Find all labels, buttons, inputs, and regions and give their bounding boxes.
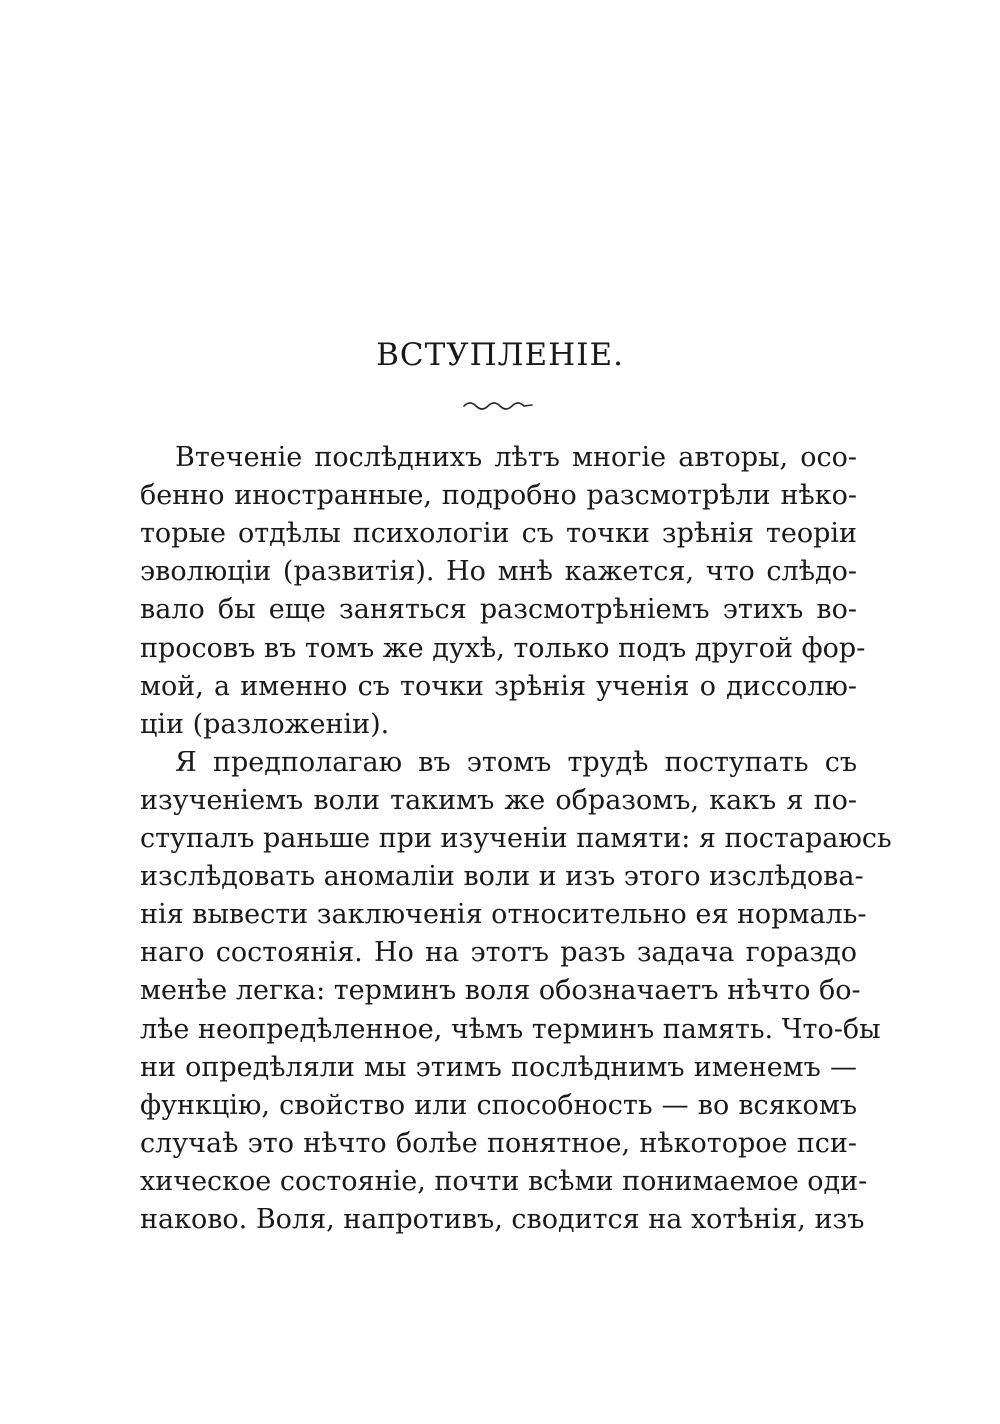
text-line: менѣе легка: терминъ воля обозначаетъ нѣчто бо- [140,975,861,1007]
text-line: случаѣ это нѣчто болѣе понятное, нѣкоторое пси- [140,1127,857,1159]
text-line: функцію, свойство или способность — во всякомъ [140,1089,857,1121]
text-line: наково. Воля, напротивъ, сводится на хотѣнія, изъ [140,1204,865,1235]
text-line: вало бы еще заняться разсмотрѣніемъ этихъ во- [140,594,857,626]
text-line: торые отдѣлы психологіи съ точки зрѣнія теоріи [140,518,857,550]
text-line: изслѣдовать аномаліи воли и изъ этого изслѣдова- [140,861,864,893]
text-line: эволюціи (развитія). Но мнѣ кажется, что слѣдо- [140,556,857,588]
text-line: просовъ въ томъ же духѣ, только подъ другой фор- [140,632,866,664]
wavy-rule-ornament-icon [462,396,534,412]
paragraph-first-line: Втеченіе послѣднихъ лѣтъ многіе авторы, осо- [175,442,857,473]
paragraph-first-line: Я предполагаю въ этомъ трудѣ поступать съ [175,746,857,778]
text-line: мой, а именно съ точки зрѣнія ученія о диссолю- [140,670,857,702]
text-line: ступалъ раньше при изученіи памяти: я постараюсь [140,823,892,854]
text-line: ни опредѣляли мы этимъ послѣднимъ именемъ — [140,1051,857,1083]
chapter-heading: ВСТУПЛЕНІЕ. [376,337,624,373]
text-line: наго состоянія. Но на этотъ разъ задача гораздо [140,937,857,969]
text-line: бенно иностранные, подробно разсмотрѣли нѣко- [140,480,857,512]
text-line: лѣе неопредѣленное, чѣмъ терминъ память. Что-бы [140,1013,881,1045]
text-line: изученіемъ воли такимъ же образомъ, какъ я по- [140,784,857,816]
text-line: ціи (разложеніи). [140,708,390,740]
text-line: хическое состояніе, почти всѣми понимаемое оди- [140,1165,868,1197]
text-line: нія вывести заключенія относительно ея нормаль- [140,899,867,931]
